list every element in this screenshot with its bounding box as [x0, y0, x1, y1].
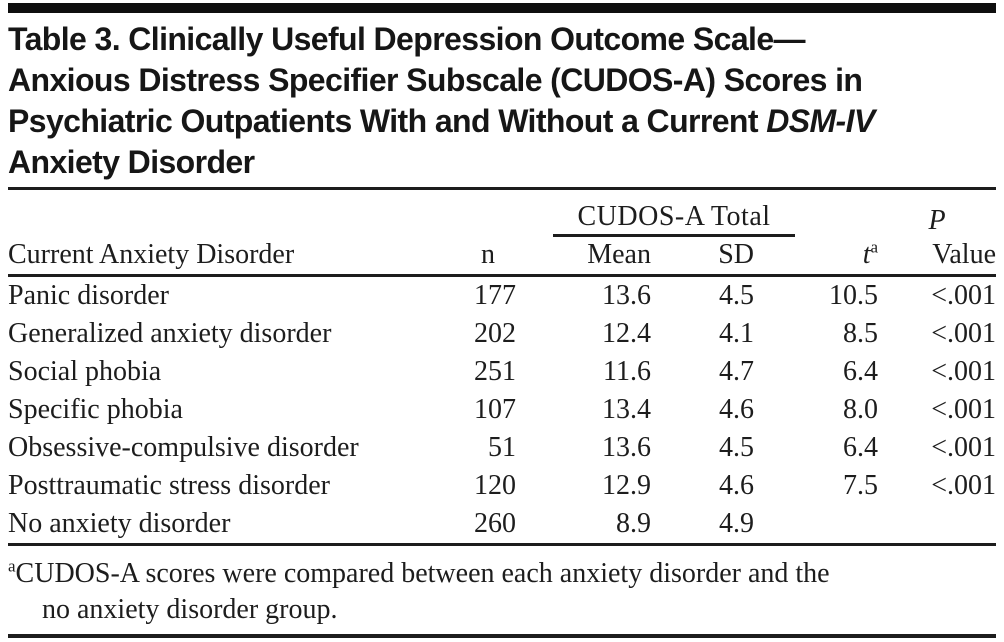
- cell-p: <.001: [931, 432, 997, 463]
- cell-n: 107: [474, 394, 516, 425]
- cell-sd: 4.5: [719, 280, 755, 311]
- t-footnote-marker: a: [870, 237, 879, 257]
- cell-p: [878, 505, 996, 545]
- spanner-empty-t: [754, 195, 878, 237]
- table-figure: [0, 3, 1004, 638]
- title-line-1: Table 3. Clinically Useful Depression Outcome Scale—: [8, 21, 805, 57]
- col-header-t: [754, 237, 878, 276]
- cell-disorder: Social phobia: [8, 356, 162, 387]
- cell-n: 120: [474, 470, 516, 501]
- cell-n: 251: [474, 356, 516, 387]
- cell-sd: 4.6: [719, 470, 755, 501]
- cell-t: 7.5: [843, 470, 879, 501]
- spanner-empty-disorder: [8, 195, 460, 237]
- cell-sd: 4.7: [719, 356, 755, 387]
- cell-p: <.001: [931, 356, 997, 387]
- cell-disorder: Generalized anxiety disorder: [8, 318, 332, 349]
- cell-p: <.001: [931, 318, 997, 349]
- cell-disorder: Obsessive-compulsive disorder: [8, 432, 359, 463]
- cell-p: <.001: [931, 394, 997, 425]
- cudos-a-table: [8, 195, 996, 546]
- cell-p: <.001: [931, 470, 997, 501]
- footnote-marker: a: [8, 556, 16, 576]
- cell-n: 202: [474, 318, 516, 349]
- col-header-n: n: [460, 237, 516, 276]
- spanner-cell: [516, 195, 771, 237]
- t-statistic-label: t: [862, 239, 871, 270]
- cell-mean: 8.9: [516, 505, 651, 545]
- table-row: [8, 353, 996, 391]
- title-line-3-text: Psychiatric Outpatients With and Without a Current: [8, 103, 767, 139]
- cell-disorder: Panic disorder: [8, 280, 169, 311]
- bottom-rule: [8, 634, 996, 638]
- title-line-4: Anxiety Disorder: [8, 144, 255, 180]
- top-rule-thick: [8, 3, 996, 13]
- cudos-a-total-spanner: CUDOS-A Total: [553, 201, 795, 237]
- table-row: [8, 391, 996, 429]
- table-title: [8, 19, 996, 183]
- col-header-sd: SD: [651, 237, 754, 276]
- cell-t: 6.4: [843, 356, 879, 387]
- cell-disorder: Specific phobia: [8, 394, 183, 425]
- title-underline-rule: [8, 187, 996, 190]
- cell-sd: 4.1: [719, 318, 755, 349]
- cell-t: 8.5: [843, 318, 879, 349]
- cell-disorder: No anxiety disorder: [8, 505, 460, 545]
- col-header-mean: Mean: [516, 237, 651, 276]
- cell-disorder: Posttraumatic stress disorder: [8, 470, 330, 501]
- table-row: [8, 467, 996, 505]
- footnote-line-1: [8, 556, 996, 592]
- p-header-top: P: [928, 205, 946, 236]
- cell-n: 260: [460, 505, 516, 545]
- table-footnote: [8, 556, 996, 628]
- cell-t: 6.4: [843, 432, 879, 463]
- table-row: [8, 429, 996, 467]
- spanner-header-row: [8, 195, 996, 237]
- cell-mean: 13.6: [602, 432, 651, 463]
- cell-n: 177: [474, 280, 516, 311]
- footnote-line-2: no anxiety disorder group.: [42, 594, 338, 625]
- title-line-2: Anxious Distress Specifier Subscale (CUDOS-A) Scores in: [8, 62, 863, 98]
- cell-mean: 12.4: [602, 318, 651, 349]
- table-row: [8, 505, 996, 545]
- col-header-p-value: Value: [878, 237, 996, 276]
- cell-sd: 4.5: [719, 432, 755, 463]
- title-dsm-iv-italic: DSM-IV: [766, 103, 875, 139]
- cell-n: 51: [488, 432, 516, 463]
- column-header-row: [8, 237, 996, 276]
- cell-mean: 13.4: [602, 394, 651, 425]
- cell-p: <.001: [931, 280, 997, 311]
- cell-sd: 4.6: [719, 394, 755, 425]
- cell-sd: 4.9: [651, 505, 754, 545]
- table-row: [8, 315, 996, 353]
- cell-mean: 13.6: [602, 280, 651, 311]
- col-header-disorder: Current Anxiety Disorder: [8, 237, 460, 276]
- spanner-empty-n: [460, 195, 516, 237]
- cell-t: [754, 505, 878, 545]
- table-row: [8, 276, 996, 316]
- footnote-text-1: CUDOS-A scores were compared between each anxiety disorder and the: [15, 558, 830, 589]
- cell-t: 8.0: [843, 394, 879, 425]
- title-line-3: [8, 101, 996, 142]
- cell-mean: 11.6: [603, 356, 651, 387]
- cell-t: 10.5: [829, 280, 879, 311]
- cell-mean: 12.9: [602, 470, 651, 501]
